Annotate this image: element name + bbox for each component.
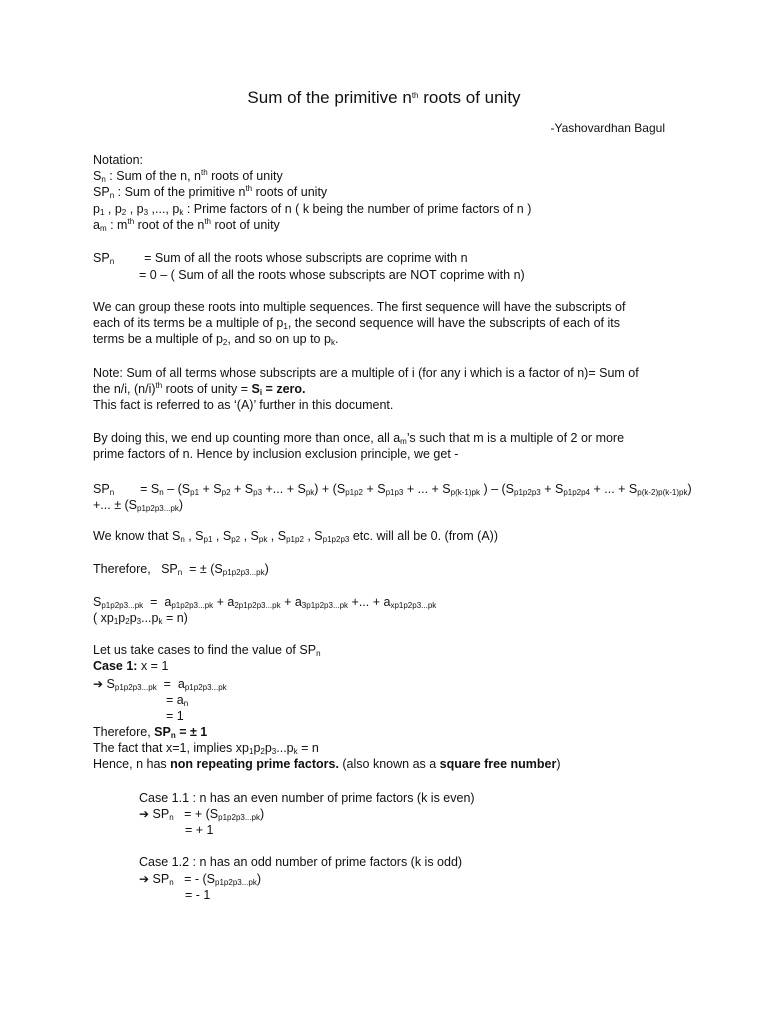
notation-primes: $p_1$ , $p_2$ , $p_3$ ,..., $p_k$ : Prime factors of n ( k being the number of prime factors of n ) xyxy=(93,202,532,217)
para1-line-2: each of its terms be a multiple of $p_1$, the second sequence will have the subscripts of each of its xyxy=(93,316,620,331)
case11-eq-2: = + 1 xyxy=(185,823,214,837)
note-line-2: the n/i, $(n/i)^{th}$ roots of unity = $S_i$ = zero. xyxy=(93,381,306,397)
note-line-1: Note: Sum of all terms whose subscripts are a multiple of i (for any i which is a factor of n)= Sum of xyxy=(93,366,639,380)
ie-equation-line-2: +... ± $(S_{p1p2p3...pk})$ xyxy=(93,498,184,513)
case11-heading: Case 1.1 : n has an even number of prime factors (k is even) xyxy=(139,791,475,805)
author-line: -Yashovardhan Bagul xyxy=(550,121,665,135)
case1-heading: Case 1: x = 1 xyxy=(93,659,169,673)
case12-heading: Case 1.2 : n has an odd number of prime factors (k is odd) xyxy=(139,855,463,869)
therefore-line-1: Therefore, $SP_n$ = ± $(S_{p1p2p3...pk})$ xyxy=(93,562,269,577)
cases-intro: Let us take cases to find the value of $SP_n$ xyxy=(93,643,321,658)
notation-sn: $S_n$ : Sum of the n, $n^{th}$ roots of unity xyxy=(93,168,283,184)
therefore-line-2: Therefore, $SP_n$ = ± 1 xyxy=(93,725,208,740)
s-expansion-line: $S_{p1p2p3...pk} = a_{p1p2p3...pk} + a_{2p1p2p3...pk} + a_{3p1p2p3...pk}$ +... + $a_{xp1p2p3...pk}$ xyxy=(93,595,437,610)
page-title: Sum of the primitive $n^{th}$ roots of unity xyxy=(247,88,521,107)
para1-line-1: We can group these roots into multiple sequences. The first sequence will have the subscripts of xyxy=(93,300,626,314)
hence-line: Hence, n has non repeating prime factors. (also known as a square free number) xyxy=(93,757,561,771)
def-line-1: $SP_n$ = Sum of all the roots whose subscripts are coprime with n xyxy=(93,251,468,266)
case1-eq-3: = 1 xyxy=(166,709,184,723)
para2-line-2: prime factors of n. Hence by inclusion exclusion principle, we get - xyxy=(93,447,459,461)
case1-eq-1: ➔ $S_{p1p2p3...pk} = a_{p1p2p3...pk}$ xyxy=(93,677,227,692)
notation-heading: Notation: xyxy=(93,153,144,167)
para2-line-1: By doing this, we end up counting more than once, all $a_m’s$ such that m is a multiple of 2 or more xyxy=(93,431,625,446)
fact-line: The fact that x=1, implies $xp_1p_2p_3...p_k = n$ xyxy=(93,741,319,756)
notation-am: $a_m$ : $m^{th}$ root of the $n^{th}$ root of unity xyxy=(93,217,280,233)
x-condition-line: ( $xp_1p_2p_3...p_k = n$) xyxy=(93,611,188,626)
case1-eq-2: = $a_n$ xyxy=(166,693,189,708)
we-know-line: We know that $S_n$ , $S_{p1}$ , $S_{p2}$ , $S_{pk}$ , $S_{p1p2}$ , $S_{p1p2p3}$ etc. will all be 0. (from (A)) xyxy=(93,529,498,544)
arrow-icon: ➔ xyxy=(93,677,104,691)
ie-equation-line-1: $SP_n = S_n - (S_{p1} + S_{p2} + S_{p3}$ +... + $S_{pk}) + (S_{p1p2} + S_{p1p3}$ + ... + $S_{p(k-1)pk}$ ) – ($S_{p1p2p3} + S_{p1p2p4}$ + ... + $S_{p(k-2)p(k-1)pk}$) xyxy=(93,482,692,497)
arrow-icon: ➔ xyxy=(139,872,150,886)
case12-eq-1: ➔ $SP_n$ = - $(S_{p1p2p3...pk})$ xyxy=(139,872,261,887)
def-line-2: = 0 – ( Sum of all the roots whose subscripts are NOT coprime with n) xyxy=(139,268,525,282)
note-line-3: This fact is referred to as ‘(A)’ further in this document. xyxy=(93,398,394,412)
case12-eq-2: = - 1 xyxy=(185,888,211,902)
arrow-icon: ➔ xyxy=(139,807,150,821)
notation-spn: $SP_n$ : Sum of the primitive $n^{th}$ roots of unity xyxy=(93,184,328,200)
case11-eq-1: ➔ $SP_n$ = + $(S_{p1p2p3...pk})$ xyxy=(139,807,265,822)
para1-line-3: terms be a multiple of $p_2$, and so on up to $p_k$. xyxy=(93,332,339,347)
